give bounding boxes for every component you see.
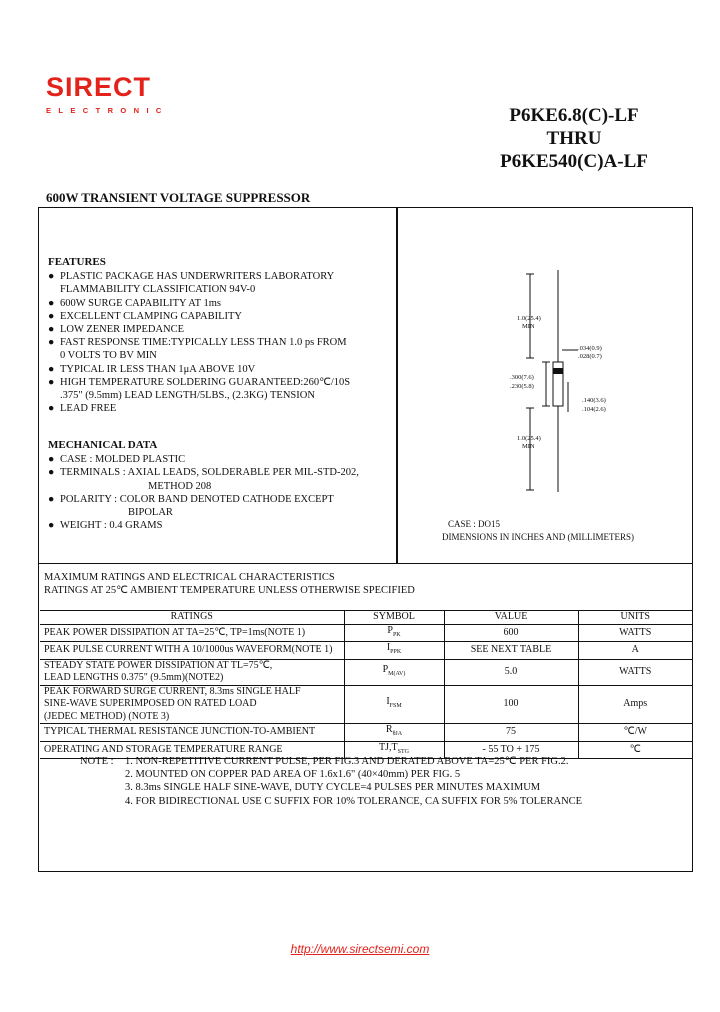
table-row xyxy=(40,659,692,685)
value-cell: SEE NEXT TABLE xyxy=(444,642,578,660)
column-header: UNITS xyxy=(578,611,692,625)
part-number-line2: THRU xyxy=(546,128,602,149)
table-row xyxy=(40,685,692,724)
part-number-line3: P6KE540(C)A-LF xyxy=(500,151,648,172)
feature-item-cont: 0 VOLTS TO BV MIN xyxy=(60,350,157,362)
value-cell: 600 xyxy=(444,624,578,642)
dimensions-note: DIMENSIONS IN INCHES AND (MILLIMETERS) xyxy=(442,532,634,542)
units-cell: A xyxy=(578,642,692,660)
table-header-row xyxy=(40,611,692,625)
rating-cell: PEAK POWER DISSIPATION AT TA=25℃, TP=1ms(NOTE 1) xyxy=(40,624,344,642)
note-item: 4. FOR BIDIRECTIONAL USE C SUFFIX FOR 10% TOLERANCE, CA SUFFIX FOR 5% TOLERANCE xyxy=(125,795,583,807)
units-cell: WATTS xyxy=(578,624,692,642)
table-row xyxy=(40,624,692,642)
units-cell: Amps xyxy=(578,685,692,724)
symbol-cell: $P_{M(AV)}$ xyxy=(344,659,444,685)
feature-item: ● 600W SURGE CAPABILITY AT 1ms xyxy=(48,297,222,309)
brand-name: SIRECT xyxy=(46,72,152,102)
dim-label: .028(0.7) xyxy=(578,353,602,360)
feature-item-cont: .375" (9.5mm) LEAD LENGTH/5LBS., (2.3KG) TENSION xyxy=(60,390,315,402)
mechanical-item: ● TERMINALS : AXIAL LEADS, SOLDERABLE PER MIL-STD-202, xyxy=(48,467,359,479)
column-header: SYMBOL xyxy=(344,611,444,625)
dim-label: .230(5.8) xyxy=(510,383,534,390)
notes-section xyxy=(80,755,582,808)
mechanical-item-cont: BIPOLAR xyxy=(128,507,173,519)
column-header: VALUE xyxy=(444,611,578,625)
dim-label: .034(0.9) xyxy=(578,345,602,352)
feature-item-cont: FLAMMABILITY CLASSIFICATION 94V-0 xyxy=(60,284,256,296)
feature-item: ● EXCELLENT CLAMPING CAPABILITY xyxy=(48,310,243,322)
units-cell: WATTS xyxy=(578,659,692,685)
part-number-line1: P6KE6.8(C)-LF xyxy=(509,105,639,126)
value-cell: 75 xyxy=(444,724,578,742)
table-row xyxy=(40,642,692,660)
feature-item: ● LEAD FREE xyxy=(48,403,117,415)
features-divider xyxy=(396,207,398,564)
symbol-cell: $I_{PPK}$ xyxy=(344,642,444,660)
mechanical-item-cont: METHOD 208 xyxy=(148,480,212,492)
package-outline-diagram xyxy=(470,270,650,500)
mechanical-item: ● CASE : MOLDED PLASTIC xyxy=(48,454,186,466)
dim-label: 1.0(25.4) xyxy=(517,315,541,322)
symbol-cell: $P_{PK}$ xyxy=(344,624,444,642)
website-link[interactable]: http://www.sirectsemi.com xyxy=(290,942,430,956)
dim-label: .104(2.6) xyxy=(582,406,606,413)
case-info xyxy=(400,518,690,544)
notes-label: NOTE : xyxy=(80,756,114,767)
feature-item: ● PLASTIC PACKAGE HAS UNDERWRITERS LABORATORY xyxy=(48,271,335,283)
ratings-heading-line2: RATINGS AT 25℃ AMBIENT TEMPERATURE UNLESS OTHERWISE SPECIFIED xyxy=(44,585,415,596)
feature-item: ● LOW ZENER IMPEDANCE xyxy=(48,324,185,336)
part-number-block xyxy=(474,104,674,173)
ratings-table xyxy=(40,610,692,759)
cathode-band xyxy=(553,368,563,374)
rating-cell: OPERATING AND STORAGE TEMPERATURE RANGE xyxy=(40,741,344,759)
note-item: 2. MOUNTED ON COPPER PAD AREA OF 1.6x1.6" (40×40mm) PER FIG. 5 xyxy=(125,769,461,781)
mechanical-heading: MECHANICAL DATA xyxy=(48,439,158,451)
dim-label: .140(3.6) xyxy=(582,397,606,404)
units-cell: ℃ xyxy=(578,741,692,759)
brand-logo xyxy=(46,73,196,115)
dim-label: MIN xyxy=(522,323,535,330)
symbol-cell: $I_{FSM}$ xyxy=(344,685,444,724)
value-cell: 5.0 xyxy=(444,659,578,685)
features-section xyxy=(48,256,393,415)
dim-label: 1.0(25.4) xyxy=(517,435,541,442)
value-cell: 100 xyxy=(444,685,578,724)
rating-cell: TYPICAL THERMAL RESISTANCE JUNCTION-TO-AMBIENT xyxy=(40,724,344,742)
symbol-cell: $TJ,T_{STG}$ xyxy=(344,741,444,759)
mechanical-section xyxy=(48,439,393,532)
feature-item: ● HIGH TEMPERATURE SOLDERING GUARANTEED:260℃/10S xyxy=(48,376,351,388)
mechanical-item: ● POLARITY : COLOR BAND DENOTED CATHODE EXCEPT xyxy=(48,493,334,505)
note-item: NOTE : 1. NON-REPETITIVE CURRENT PULSE, PER FIG.3 AND DERATED ABOVE TA=25℃ PER FIG.2. xyxy=(80,756,569,767)
ratings-heading xyxy=(44,571,415,597)
mechanical-item: ● WEIGHT : 0.4 GRAMS xyxy=(48,520,163,532)
column-header: RATINGS xyxy=(40,611,344,625)
note-item: 3. 8.3ms SINGLE HALF SINE-WAVE, DUTY CYCLE=4 PULSES PER MINUTES MAXIMUM xyxy=(125,782,541,794)
dim-label: .300(7.6) xyxy=(510,374,534,381)
brand-tagline: ELECTRONIC xyxy=(46,106,169,115)
ratings-heading-line1: MAXIMUM RATINGS AND ELECTRICAL CHARACTERISTICS xyxy=(44,572,335,583)
case-label: CASE : DO15 xyxy=(448,519,501,529)
value-cell: - 55 TO + 175 xyxy=(444,741,578,759)
feature-item: ● FAST RESPONSE TIME:TYPICALLY LESS THAN 1.0 ps FROM xyxy=(48,337,347,349)
rating-cell: PEAK FORWARD SURGE CURRENT, 8.3ms SINGLE HALF SINE-WAVE SUPERIMPOSED ON RATED LOAD (JEDEC METHOD) (NOTE 3) xyxy=(40,685,344,724)
features-heading: FEATURES xyxy=(48,256,106,268)
symbol-cell: $R_{\theta JA}$ xyxy=(344,724,444,742)
dim-label: MIN xyxy=(522,443,535,450)
units-cell: ℃/W xyxy=(578,724,692,742)
document-subtitle: 600W TRANSIENT VOLTAGE SUPPRESSOR xyxy=(46,190,311,205)
feature-item: ● TYPICAL IR LESS THAN 1μA ABOVE 10V xyxy=(48,363,256,375)
rating-cell: STEADY STATE POWER DISSIPATION AT TL=75℃, LEAD LENGTHS 0.375" (9.5mm)(NOTE2) xyxy=(40,659,344,685)
rating-cell: PEAK PULSE CURRENT WITH A 10/1000us WAVEFORM(NOTE 1) xyxy=(40,642,344,660)
table-row xyxy=(40,724,692,742)
